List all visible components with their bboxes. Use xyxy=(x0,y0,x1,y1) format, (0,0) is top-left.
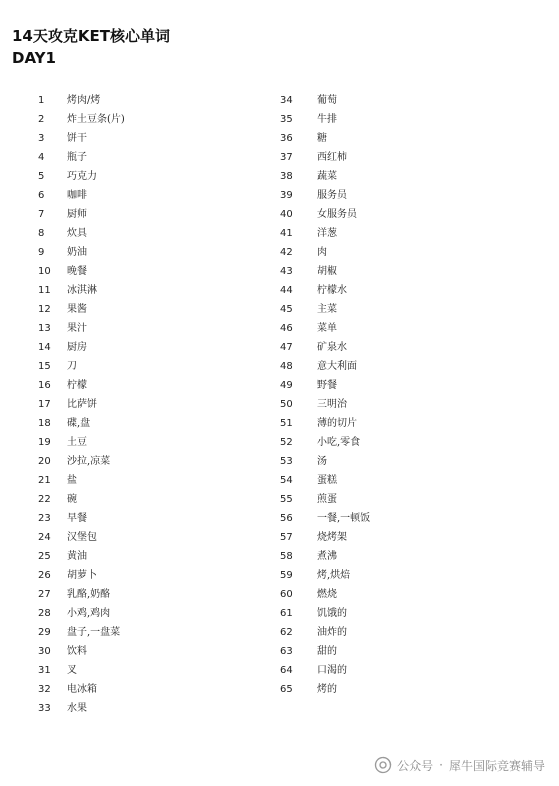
word-meaning: 碗 xyxy=(67,494,77,505)
word-row xyxy=(30,490,270,509)
word-row xyxy=(280,509,540,528)
word-row xyxy=(30,509,270,528)
word-meaning: 洋葱 xyxy=(317,228,337,239)
word-number: 25 xyxy=(38,551,51,562)
word-row xyxy=(280,395,540,414)
word-number: 42 xyxy=(280,247,293,258)
word-number: 51 xyxy=(280,418,293,429)
word-meaning: 蔬菜 xyxy=(317,171,337,182)
word-row xyxy=(280,661,540,680)
word-row xyxy=(30,452,270,471)
word-row xyxy=(30,338,270,357)
word-row xyxy=(30,148,270,167)
word-meaning: 口渴的 xyxy=(317,665,347,676)
word-number: 3 xyxy=(38,133,45,144)
word-meaning: 饥饿的 xyxy=(317,608,347,619)
word-row xyxy=(280,528,540,547)
word-meaning: 服务员 xyxy=(317,190,347,201)
word-row xyxy=(30,300,270,319)
word-row xyxy=(30,129,270,148)
word-number: 16 xyxy=(38,380,51,391)
word-number: 55 xyxy=(280,494,293,505)
word-meaning: 薄的切片 xyxy=(317,418,357,429)
word-row xyxy=(280,91,540,110)
word-meaning: 西红柿 xyxy=(317,152,347,163)
word-meaning: 乳酪,奶酪 xyxy=(67,589,111,600)
word-meaning: 烤,烘焙 xyxy=(317,570,351,581)
word-meaning: 葡萄 xyxy=(317,95,337,106)
word-meaning: 碟,盘 xyxy=(67,418,91,429)
word-row xyxy=(280,129,540,148)
word-number: 7 xyxy=(38,209,45,220)
word-row xyxy=(30,357,270,376)
word-number: 24 xyxy=(38,532,51,543)
word-number: 54 xyxy=(280,475,293,486)
word-number: 32 xyxy=(38,684,51,695)
word-number: 30 xyxy=(38,646,51,657)
word-row xyxy=(30,547,270,566)
word-row xyxy=(30,395,270,414)
word-meaning: 燃烧 xyxy=(317,589,337,600)
word-number: 15 xyxy=(38,361,51,372)
word-number: 41 xyxy=(280,228,293,239)
word-number: 60 xyxy=(280,589,293,600)
word-meaning: 蛋糕 xyxy=(317,475,337,486)
word-row xyxy=(280,452,540,471)
word-meaning: 烧烤架 xyxy=(317,532,347,543)
word-row xyxy=(30,205,270,224)
word-meaning: 厨房 xyxy=(67,342,87,353)
word-row xyxy=(30,262,270,281)
word-row xyxy=(30,699,270,718)
word-meaning: 冰淇淋 xyxy=(67,285,97,296)
word-row xyxy=(30,376,270,395)
word-meaning: 刀 xyxy=(67,361,77,372)
watermark-prefix: 公众号 xyxy=(397,758,434,773)
wechat-official-account-icon xyxy=(374,756,392,774)
word-row xyxy=(280,186,540,205)
word-number: 59 xyxy=(280,570,293,581)
word-meaning: 牛排 xyxy=(317,114,337,125)
watermark-separator: · xyxy=(439,758,443,772)
word-row xyxy=(280,357,540,376)
word-row xyxy=(30,414,270,433)
word-number: 11 xyxy=(38,285,51,296)
word-number: 40 xyxy=(280,209,293,220)
word-meaning: 比萨饼 xyxy=(67,399,97,410)
word-meaning: 胡椒 xyxy=(317,266,337,277)
word-meaning: 三明治 xyxy=(317,399,347,410)
word-list-right xyxy=(280,91,540,699)
word-row xyxy=(30,433,270,452)
word-meaning: 土豆 xyxy=(67,437,87,448)
word-number: 65 xyxy=(280,684,293,695)
word-row xyxy=(30,528,270,547)
word-number: 45 xyxy=(280,304,293,315)
word-number: 8 xyxy=(38,228,45,239)
word-number: 14 xyxy=(38,342,51,353)
word-number: 5 xyxy=(38,171,45,182)
word-number: 53 xyxy=(280,456,293,467)
word-row xyxy=(280,110,540,129)
word-number: 47 xyxy=(280,342,293,353)
word-row xyxy=(30,566,270,585)
word-meaning: 胡萝卜 xyxy=(67,570,97,581)
word-row xyxy=(30,680,270,699)
word-meaning: 早餐 xyxy=(67,513,87,524)
word-row xyxy=(280,376,540,395)
word-meaning: 小吃,零食 xyxy=(317,437,361,448)
word-meaning: 饼干 xyxy=(67,133,87,144)
word-number: 46 xyxy=(280,323,293,334)
word-number: 1 xyxy=(38,95,45,106)
word-row xyxy=(280,281,540,300)
word-meaning: 柠檬 xyxy=(67,380,87,391)
word-row xyxy=(30,186,270,205)
watermark-account-name: 犀牛国际竞赛辅导 xyxy=(448,758,545,773)
document-subtitle: DAY1 xyxy=(12,49,56,67)
word-meaning: 柠檬水 xyxy=(317,285,347,296)
word-row xyxy=(280,338,540,357)
word-row xyxy=(30,604,270,623)
word-number: 4 xyxy=(38,152,45,163)
word-number: 34 xyxy=(280,95,293,106)
word-meaning: 主菜 xyxy=(317,304,337,315)
word-row xyxy=(280,262,540,281)
word-row xyxy=(30,224,270,243)
word-number: 43 xyxy=(280,266,293,277)
word-number: 18 xyxy=(38,418,51,429)
word-row xyxy=(280,547,540,566)
word-number: 17 xyxy=(38,399,51,410)
word-meaning: 一餐,一顿饭 xyxy=(317,513,371,524)
word-meaning: 糖 xyxy=(317,133,327,144)
word-number: 62 xyxy=(280,627,293,638)
word-meaning: 晚餐 xyxy=(67,266,87,277)
word-number: 19 xyxy=(38,437,51,448)
word-row xyxy=(280,319,540,338)
word-number: 50 xyxy=(280,399,293,410)
word-meaning: 果汁 xyxy=(67,323,87,334)
word-number: 52 xyxy=(280,437,293,448)
word-meaning: 厨师 xyxy=(67,209,87,220)
word-number: 22 xyxy=(38,494,51,505)
word-meaning: 盐 xyxy=(67,475,77,486)
word-row xyxy=(280,604,540,623)
word-number: 33 xyxy=(38,703,51,714)
word-meaning: 叉 xyxy=(67,665,77,676)
word-meaning: 肉 xyxy=(317,247,327,258)
word-row xyxy=(280,623,540,642)
word-row xyxy=(280,205,540,224)
word-number: 44 xyxy=(280,285,293,296)
word-meaning: 黄油 xyxy=(67,551,87,562)
word-number: 12 xyxy=(38,304,51,315)
word-number: 64 xyxy=(280,665,293,676)
word-row xyxy=(280,224,540,243)
word-meaning: 油炸的 xyxy=(317,627,347,638)
word-row xyxy=(30,91,270,110)
word-row xyxy=(280,300,540,319)
word-number: 56 xyxy=(280,513,293,524)
word-meaning: 矿泉水 xyxy=(317,342,347,353)
word-row xyxy=(280,585,540,604)
word-meaning: 炸土豆条(片) xyxy=(67,114,125,125)
word-row xyxy=(30,110,270,129)
word-meaning: 炊具 xyxy=(67,228,87,239)
word-row xyxy=(280,471,540,490)
word-number: 36 xyxy=(280,133,293,144)
word-number: 28 xyxy=(38,608,51,619)
word-row xyxy=(280,566,540,585)
word-number: 9 xyxy=(38,247,45,258)
word-row xyxy=(30,319,270,338)
word-meaning: 甜的 xyxy=(317,646,337,657)
word-meaning: 奶油 xyxy=(67,247,87,258)
word-row xyxy=(30,167,270,186)
word-number: 31 xyxy=(38,665,51,676)
word-number: 38 xyxy=(280,171,293,182)
watermark xyxy=(374,756,545,774)
word-row xyxy=(30,243,270,262)
word-meaning: 野餐 xyxy=(317,380,337,391)
word-number: 58 xyxy=(280,551,293,562)
word-meaning: 女服务员 xyxy=(317,209,357,220)
word-row xyxy=(280,148,540,167)
word-meaning: 煮沸 xyxy=(317,551,337,562)
word-number: 61 xyxy=(280,608,293,619)
word-row xyxy=(280,680,540,699)
word-number: 23 xyxy=(38,513,51,524)
word-number: 20 xyxy=(38,456,51,467)
word-meaning: 瓶子 xyxy=(67,152,87,163)
word-row xyxy=(30,281,270,300)
word-meaning: 饮料 xyxy=(67,646,87,657)
word-row xyxy=(280,490,540,509)
word-row xyxy=(30,623,270,642)
word-number: 37 xyxy=(280,152,293,163)
document-title: 14天攻克KET核心单词 xyxy=(12,27,170,45)
word-number: 13 xyxy=(38,323,51,334)
word-meaning: 意大利面 xyxy=(317,361,357,372)
word-row xyxy=(30,471,270,490)
word-meaning: 电冰箱 xyxy=(67,684,97,695)
word-number: 10 xyxy=(38,266,51,277)
word-meaning: 沙拉,凉菜 xyxy=(67,456,111,467)
word-number: 63 xyxy=(280,646,293,657)
word-row xyxy=(30,661,270,680)
word-row xyxy=(30,585,270,604)
word-meaning: 水果 xyxy=(67,703,87,714)
word-meaning: 汉堡包 xyxy=(67,532,97,543)
word-row xyxy=(30,642,270,661)
word-meaning: 盘子,一盘菜 xyxy=(67,627,121,638)
word-number: 39 xyxy=(280,190,293,201)
word-number: 35 xyxy=(280,114,293,125)
word-number: 6 xyxy=(38,190,45,201)
word-number: 2 xyxy=(38,114,45,125)
word-meaning: 烤肉/烤 xyxy=(67,95,101,106)
word-number: 26 xyxy=(38,570,51,581)
word-meaning: 咖啡 xyxy=(67,190,87,201)
word-row xyxy=(280,167,540,186)
word-row xyxy=(280,414,540,433)
word-meaning: 巧克力 xyxy=(67,171,97,182)
word-number: 27 xyxy=(38,589,51,600)
word-meaning: 小鸡,鸡肉 xyxy=(67,608,111,619)
word-list-left xyxy=(30,91,270,718)
word-number: 29 xyxy=(38,627,51,638)
word-meaning: 果酱 xyxy=(67,304,87,315)
word-meaning: 烤的 xyxy=(317,684,337,695)
word-row xyxy=(280,433,540,452)
word-row xyxy=(280,642,540,661)
word-number: 48 xyxy=(280,361,293,372)
word-meaning: 汤 xyxy=(317,456,327,467)
word-number: 21 xyxy=(38,475,51,486)
word-row xyxy=(280,243,540,262)
word-number: 57 xyxy=(280,532,293,543)
word-number: 49 xyxy=(280,380,293,391)
word-meaning: 菜单 xyxy=(317,323,337,334)
word-meaning: 煎蛋 xyxy=(317,494,337,505)
